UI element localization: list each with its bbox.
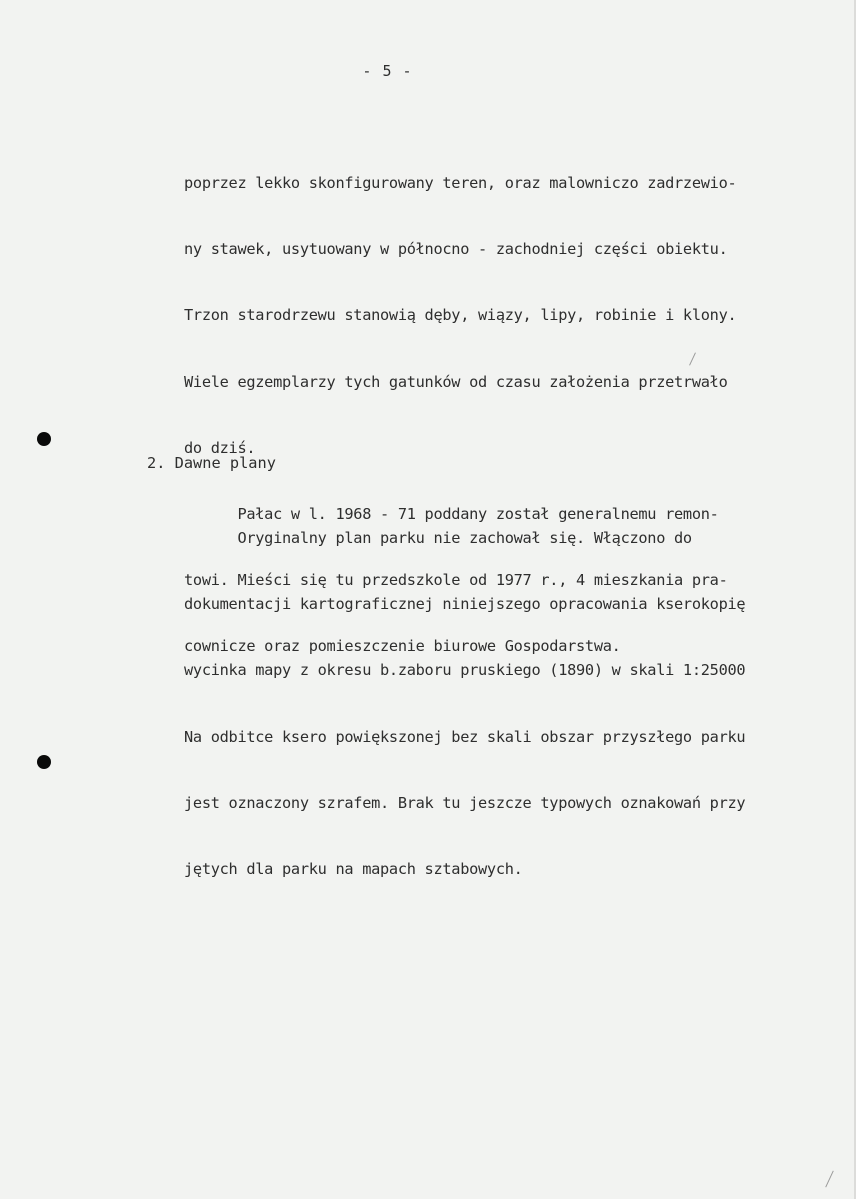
text-line: Wiele egzemplarzy tych gatunków od czasu założenia przetrwało xyxy=(184,372,728,391)
punch-hole-top xyxy=(37,432,51,446)
text-line: towi. Mieści się tu przedszkole od 1977 r., 4 mieszkania pra- xyxy=(184,571,728,590)
text-line: Trzon starodrzewu stanowią dęby, wiązy, lipy, robinie i klony. xyxy=(184,306,737,325)
text-line: jest oznaczony szrafem. Brak tu jeszcze typowych oznakowań przy xyxy=(184,793,746,812)
text-line: wycinka mapy z okresu b.zaboru pruskiego (1890) w skali 1:25000 xyxy=(184,661,746,680)
page-number: - 5 - xyxy=(362,62,413,80)
text-line: Na odbitce ksero powiększonej bez skali obszar przyszłego parku xyxy=(184,727,746,746)
text-line: dokumentacji kartograficznej niniejszego opracowania kserokopię xyxy=(184,595,746,614)
text-line: Pałac w l. 1968 - 71 poddany został generalnemu remon- xyxy=(184,504,719,523)
punch-hole-bottom xyxy=(37,755,51,769)
text-line: Oryginalny plan parku nie zachował się. Włączono do xyxy=(184,529,692,547)
text-line: do dziś. xyxy=(184,438,256,457)
text-line: cownicze oraz pomieszczenie biurowe Gospodarstwa. xyxy=(184,637,621,656)
paragraph-old-plans xyxy=(184,488,745,925)
section-heading: 2. Dawne plany xyxy=(147,454,276,472)
text-line: ny stawek, usytuowany w północno - zachodniej części obiektu. xyxy=(184,240,728,259)
text-line: jętych dla parku na mapach sztabowych. xyxy=(184,859,523,878)
pencil-mark xyxy=(825,1171,834,1188)
text-line: poprzez lekko skonfigurowany teren, oraz malowniczo zadrzewio- xyxy=(184,174,737,192)
